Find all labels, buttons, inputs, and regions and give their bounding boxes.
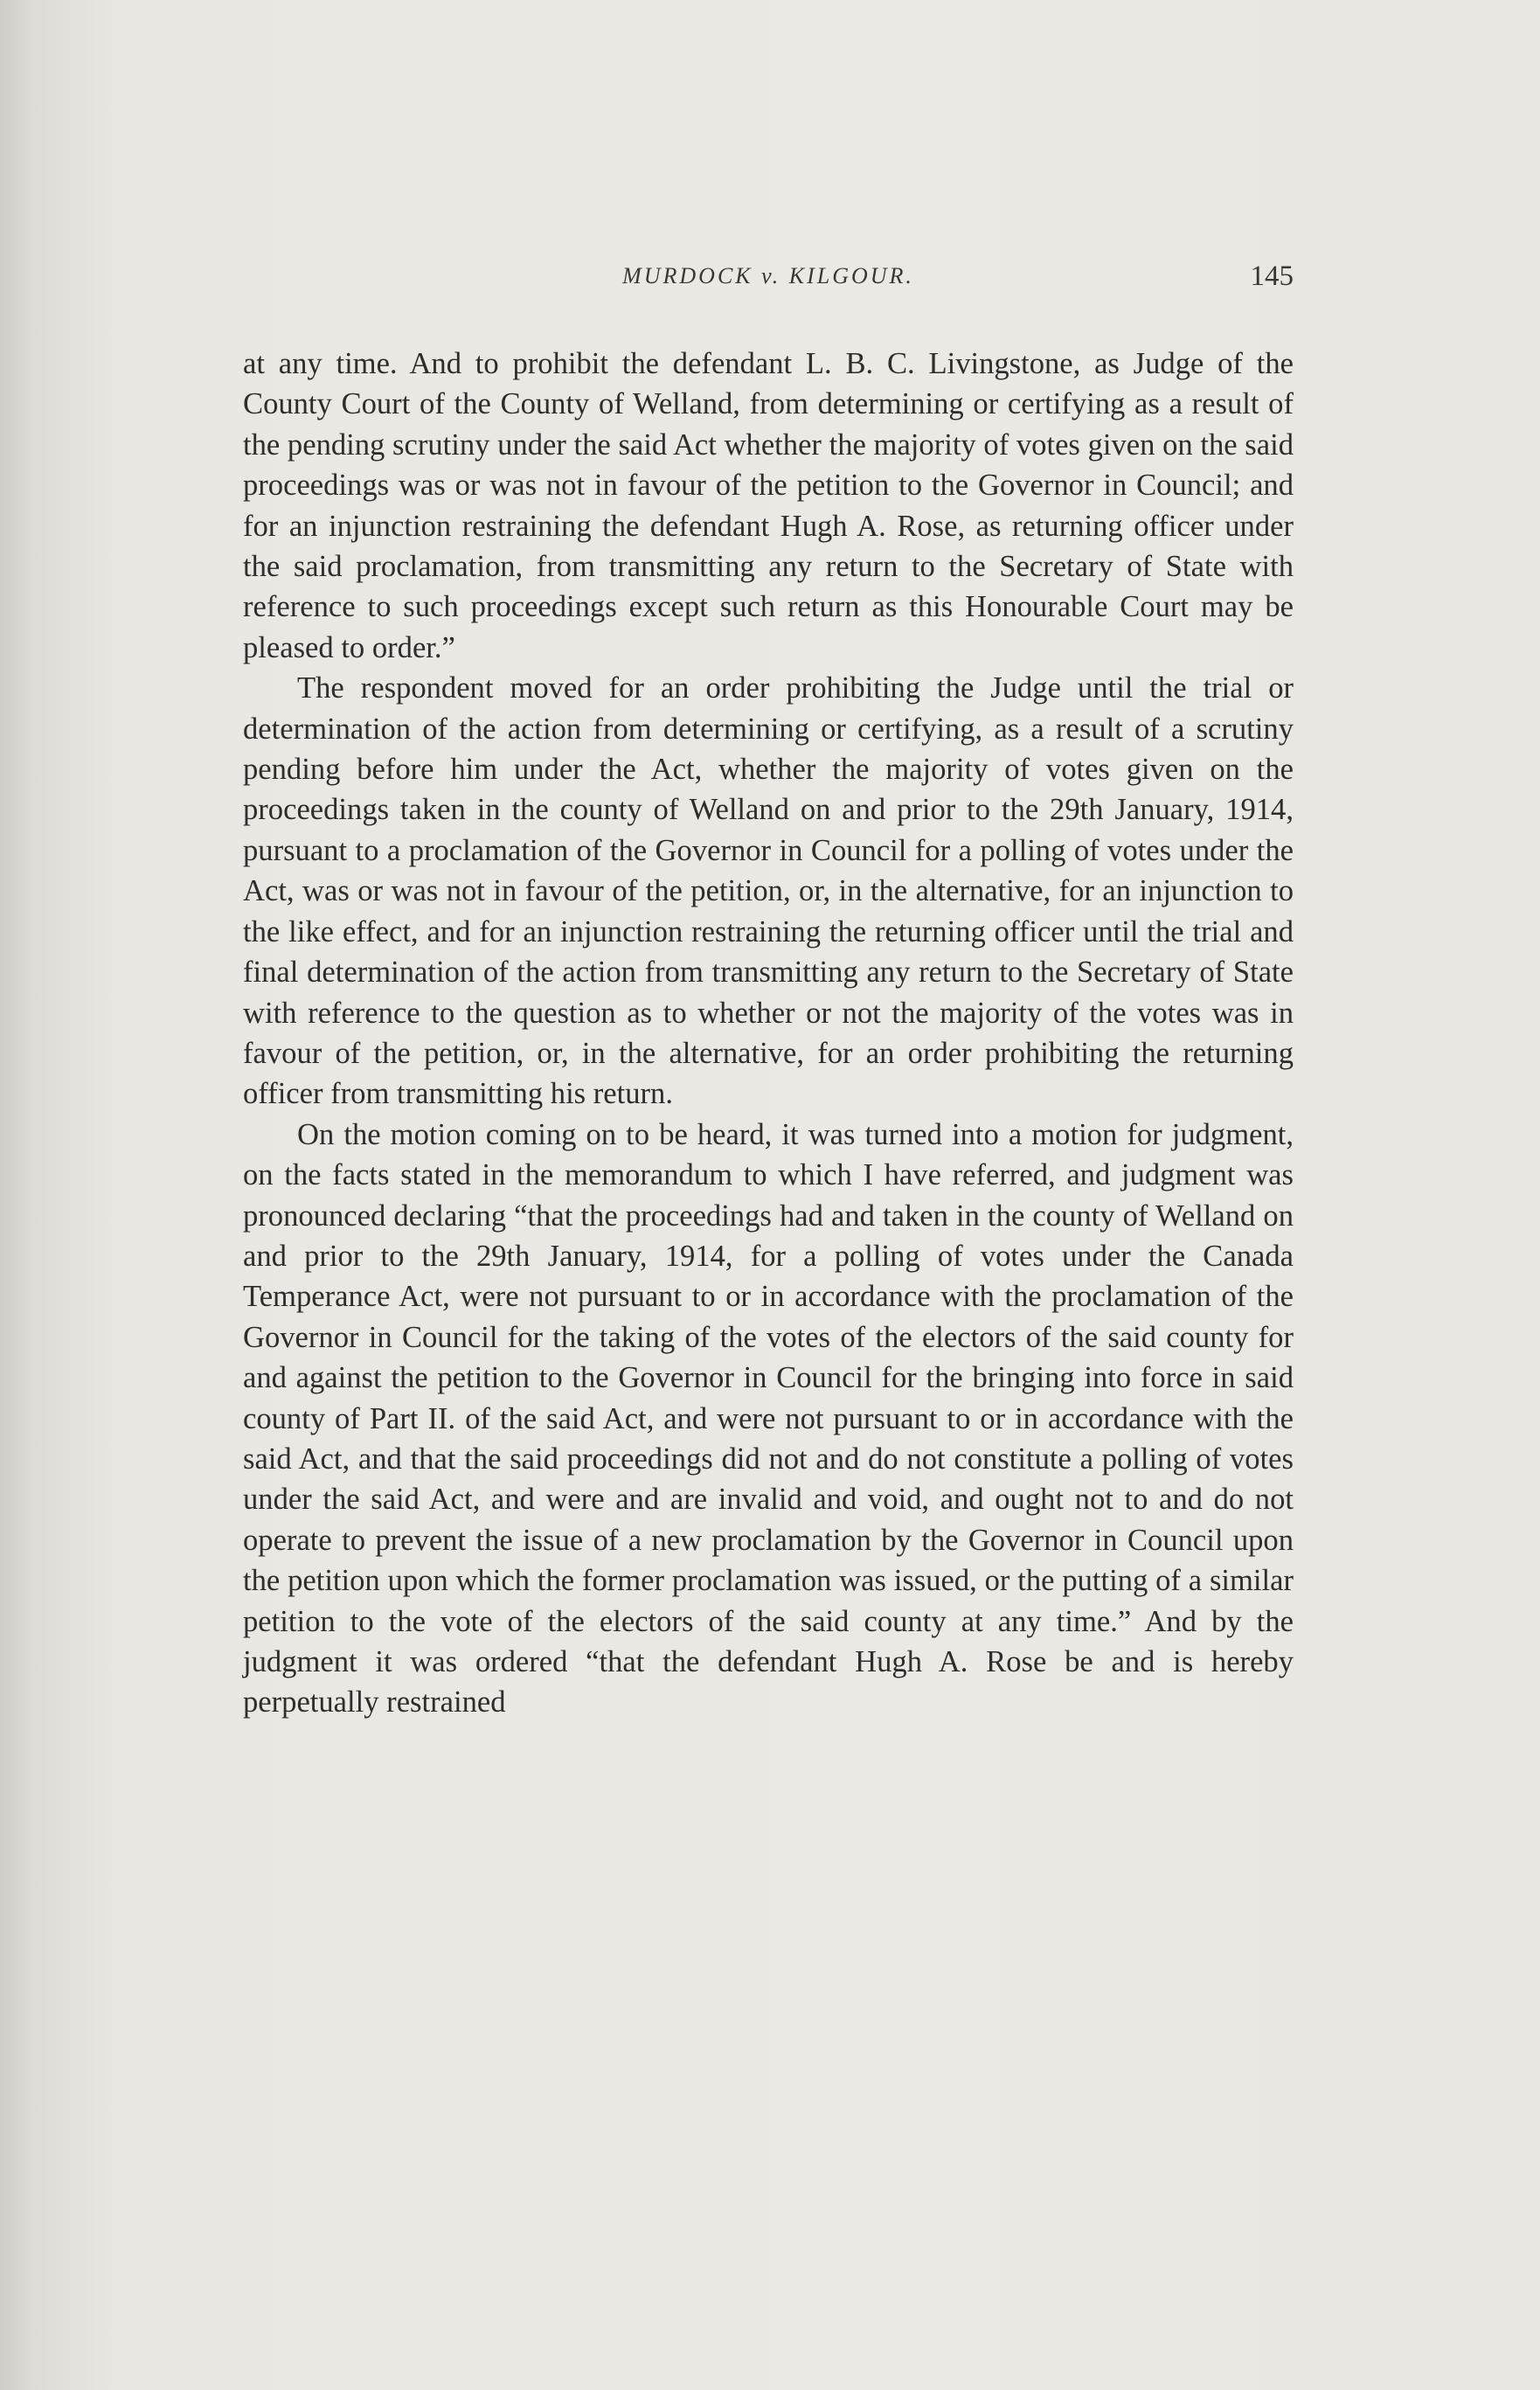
body-text (243, 344, 1294, 1723)
paragraph-respondent-motion: The respondent moved for an order prohibiting the Judge until the trial or determination of the action from determining or certifying, as a result of a scrutiny pending before him under the Act, whether the majority of votes given on the proceedings taken in the county of Welland on and prior to the 29th January, 1914, pursuant to a proclamation of the Governor in Council for a polling of votes under the Act, was or was not in favour of the petition, or, in the alternative, for an injunction to the like effect, and for an injunction restraining the returning officer until the trial and final determination of the action from transmitting any return to the Secretary of State with reference to the question as to whether or not the majority of the votes was in favour of the petition, or, in the alternative, for an order prohibiting the returning officer from transmitting his return. (243, 671, 1294, 1111)
running-title: MURDOCK v. KILGOUR. (622, 263, 914, 288)
page-header (243, 255, 1294, 297)
paragraph-judgment: On the motion coming on to be heard, it was turned into a motion for judgment, on the facts stated in the memorandum to which I have referred, and judgment was pronounced declaring “that the proceedings had and taken in the county of Welland on and prior to the 29th January, 1914, for a polling of votes under the Canada Temperance Act, were not pursuant to or in accordance with the proclamation of the Governor in Council for the taking of the votes of the electors of the said county for and against the petition to the Governor in Council for the bringing into force in said county of Part II. of the said Act, and were not pursuant to or in accordance with the said Act, and that the said proceedings did not and do not constitute a polling of votes under the said Act, and were and are invalid and void, and ought not to and do not operate to prevent the issue of a new proclamation by the Governor in Council upon the petition upon which the former proclamation was issued, or the putting of a similar petition to the vote of the electors of the said county at any time.” And by the judgment it was ordered “that the defendant Hugh A. Rose be and is hereby perpetually restrained (243, 1117, 1294, 1720)
paragraph-continuation: at any time. And to prohibit the defendant L. B. C. Livingstone, as Judge of the County Court of the County of Welland, from determining or certifying as a result of the pending scrutiny under the said Act whether the majority of votes given on the said proceedings was or was not in favour of the petition to the Governor in Council; and for an injunction restraining the defendant Hugh A. Rose, as returning officer under the said proclamation, from transmitting any return to the Secretary of State with reference to such proceedings except such return as this Honourable Court may be pleased to order.” (243, 347, 1294, 664)
page-number: 145 (1250, 261, 1294, 292)
